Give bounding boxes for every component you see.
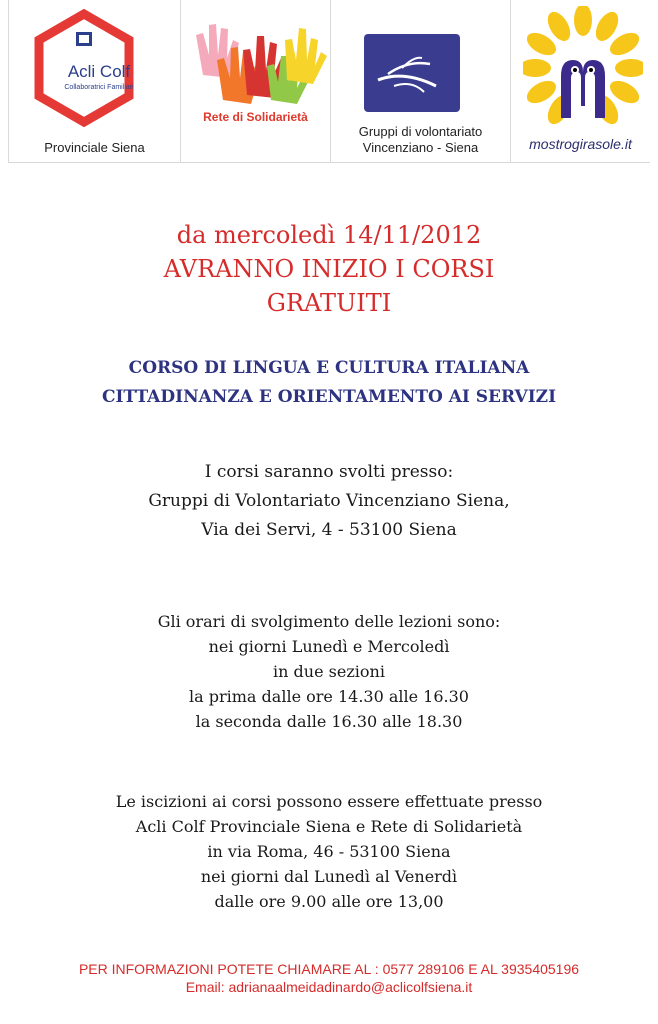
enrollment-line2: Acli Colf Provinciale Siena e Rete di Solidarietà <box>135 817 523 836</box>
headline-line3: GRATUITI <box>266 289 392 317</box>
rete-solidarieta-logo <box>181 0 331 162</box>
footer-phone: PER INFORMAZIONI POTETE CHIAMARE AL : 0577 289106 E AL 3935405196 <box>78 961 580 977</box>
schedule-line4: la prima dalle ore 14.30 alle 16.30 <box>189 687 469 706</box>
gruppi-volontariato-logo <box>331 0 511 162</box>
raised-hands-icon <box>181 0 331 110</box>
acli-colf-logo <box>8 0 181 162</box>
course-title <box>0 354 658 412</box>
sunflower-site: mostrogirasole.it <box>529 136 632 152</box>
enrollment-line3: in via Roma, 46 - 53100 Siena <box>207 842 451 861</box>
headline-date: da mercoledì 14/11/2012 <box>176 221 482 249</box>
course-line2: CITTADINANZA E ORIENTAMENTO AI SERVIZI <box>101 387 557 407</box>
schedule-line1: Gli orari di svolgimento delle lezioni sono: <box>157 612 501 631</box>
schedule-line2: nei giorni Lunedì e Mercoledì <box>208 637 450 656</box>
enrollment-line4: nei giorni dal Lunedì al Venerdì <box>200 867 458 886</box>
enrollment-line5: dalle ore 9.00 alle ore 13,00 <box>214 892 444 911</box>
gruppi-caption <box>331 124 510 156</box>
mostro-girasole-logo <box>511 0 650 162</box>
footer-email[interactable]: Email: adrianaalmeidadinardo@aclicolfsiena.it <box>185 979 473 995</box>
enrollment-line1: Le iscizioni ai corsi possono essere effettuate presso <box>115 792 543 811</box>
acli-title: Acli Colf <box>67 62 131 81</box>
schedule-line5: la seconda dalle 16.30 alle 18.30 <box>195 712 463 731</box>
location-line2: Gruppi di Volontariato Vincenziano Siena, <box>148 491 510 511</box>
gruppi-caption-line1: Gruppi di volontariato <box>358 124 483 139</box>
acli-caption: Provinciale Siena <box>44 140 145 155</box>
schedule-block <box>0 609 658 734</box>
schedule-line3: in due sezioni <box>273 662 385 681</box>
location-line1: I corsi saranno svolti presso: <box>204 462 454 482</box>
location-block <box>0 458 658 545</box>
acli-subtitle: Collaboratrici Familiari <box>64 84 134 91</box>
dove-icon <box>364 34 460 112</box>
enrollment-block <box>0 789 658 914</box>
headline <box>0 218 658 320</box>
headline-line2: AVRANNO INIZIO I CORSI <box>163 255 495 283</box>
location-line3: Via dei Servi, 4 - 53100 Siena <box>201 520 457 540</box>
rete-label: Rete di Solidarietà <box>203 110 308 124</box>
logo-strip <box>8 0 650 163</box>
gruppi-caption-line2: Vincenziano - Siena <box>362 140 479 155</box>
sunflower-icon <box>523 6 643 134</box>
course-line1: CORSO DI LINGUA E CULTURA ITALIANA <box>128 358 530 378</box>
